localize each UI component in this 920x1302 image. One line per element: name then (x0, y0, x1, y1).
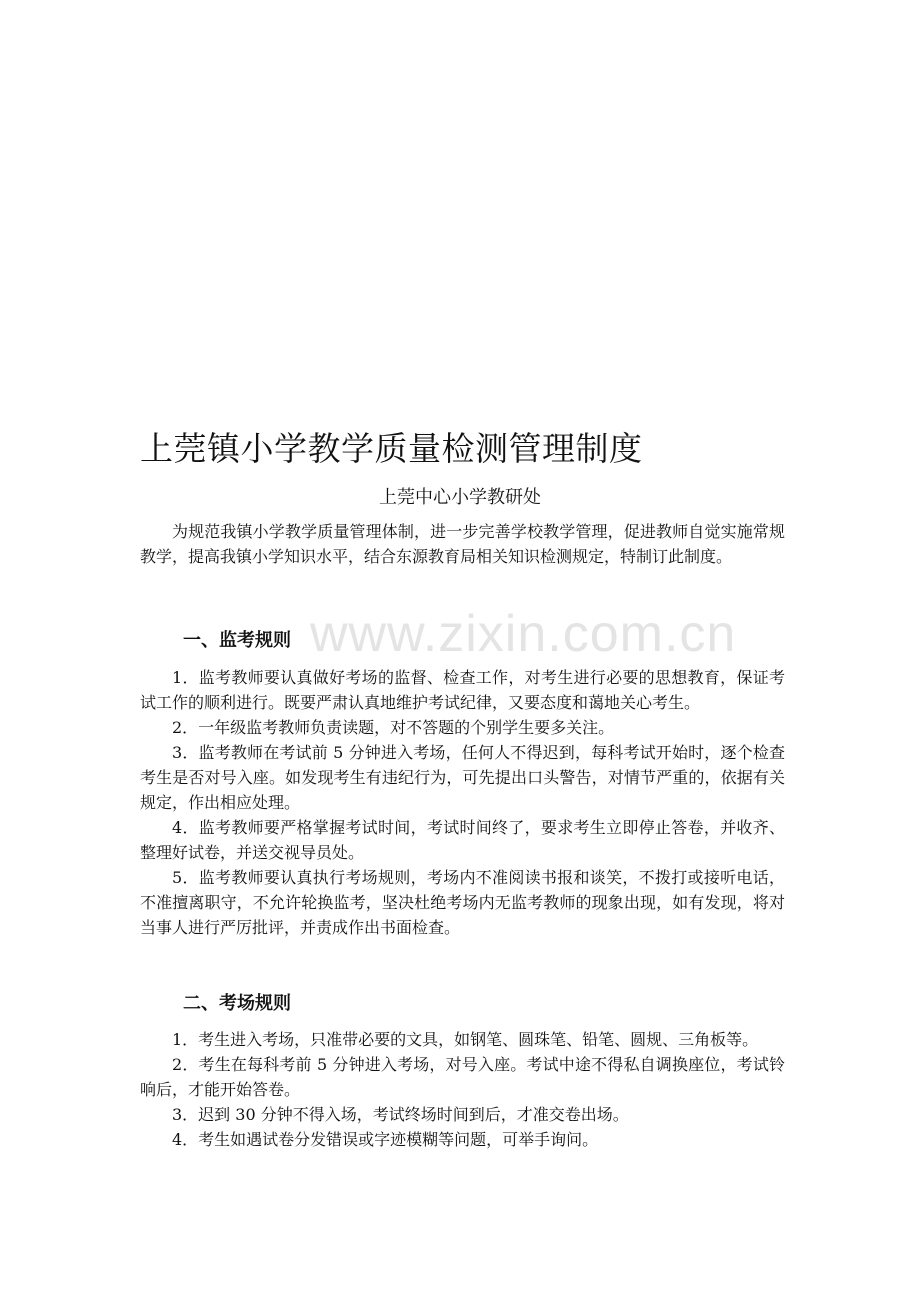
document-subtitle: 上莞中心小学教研处 (379, 487, 541, 508)
rule-item: 2．一年级监考教师负责读题，对不答题的个别学生要多关注。 (172, 718, 615, 737)
rule-item: 1．监考教师要认真做好考场的监督、检查工作，对考生进行必要的思想教育，保证考试工作的顺利进行。既要严肃认真地维护考试纪律，又要态度和蔼地关心考生。 (140, 668, 785, 712)
watermark: www.zixin.com.cn (310, 605, 737, 663)
invigilation-rules (140, 665, 785, 940)
section-heading-exam-room: 二、考场规则 (183, 993, 291, 1014)
section-heading-invigilation: 一、监考规则 (183, 630, 291, 651)
rule-item: 2．考生在每科考前 5 分钟进入考场，对号入座。考试中途不得私自调换座位，考试铃响后，才能开始答卷。 (140, 1055, 785, 1099)
rule-item: 1．考生进入考场，只准带必要的文具，如钢笔、圆珠笔、铅笔、圆规、三角板等。 (172, 1030, 759, 1049)
rule-item: 3．监考教师在考试前 5 分钟进入考场，任何人不得迟到，每科考试开始时，逐个检查考生是否对号入座。如发现考生有违纪行为，可先提出口头警告，对情节严重的，依据有关规定，作出相应处理。 (140, 743, 785, 812)
intro-paragraph: 为规范我镇小学教学质量管理体制，进一步完善学校教学管理，促进教师自觉实施常规教学，提高我镇小学知识水平，结合东源教育局相关知识检测规定，特制订此制度。 (140, 522, 785, 566)
exam-room-rules (140, 1027, 785, 1152)
rule-item: 5．监考教师要认真执行考场规则，考场内不准阅读书报和谈笑，不拨打或接听电话，不准擅离职守，不允许轮换监考，坚决杜绝考场内无监考教师的现象出现，如有发现，将对当事人进行严厉批评，并责成作出书面检查。 (140, 868, 785, 937)
document-title: 上莞镇小学教学质量检测管理制度 (140, 429, 643, 468)
intro-block (140, 519, 785, 569)
rule-item: 4．监考教师要严格掌握考试时间，考试时间终了，要求考生立即停止答卷，并收齐、整理好试卷，并送交视导员处。 (140, 818, 785, 862)
rule-item: 3．迟到 30 分钟不得入场，考试终场时间到后，才准交卷出场。 (172, 1105, 629, 1124)
rule-item: 4．考生如遇试卷分发错误或字迹模糊等问题，可举手询问。 (172, 1130, 599, 1149)
